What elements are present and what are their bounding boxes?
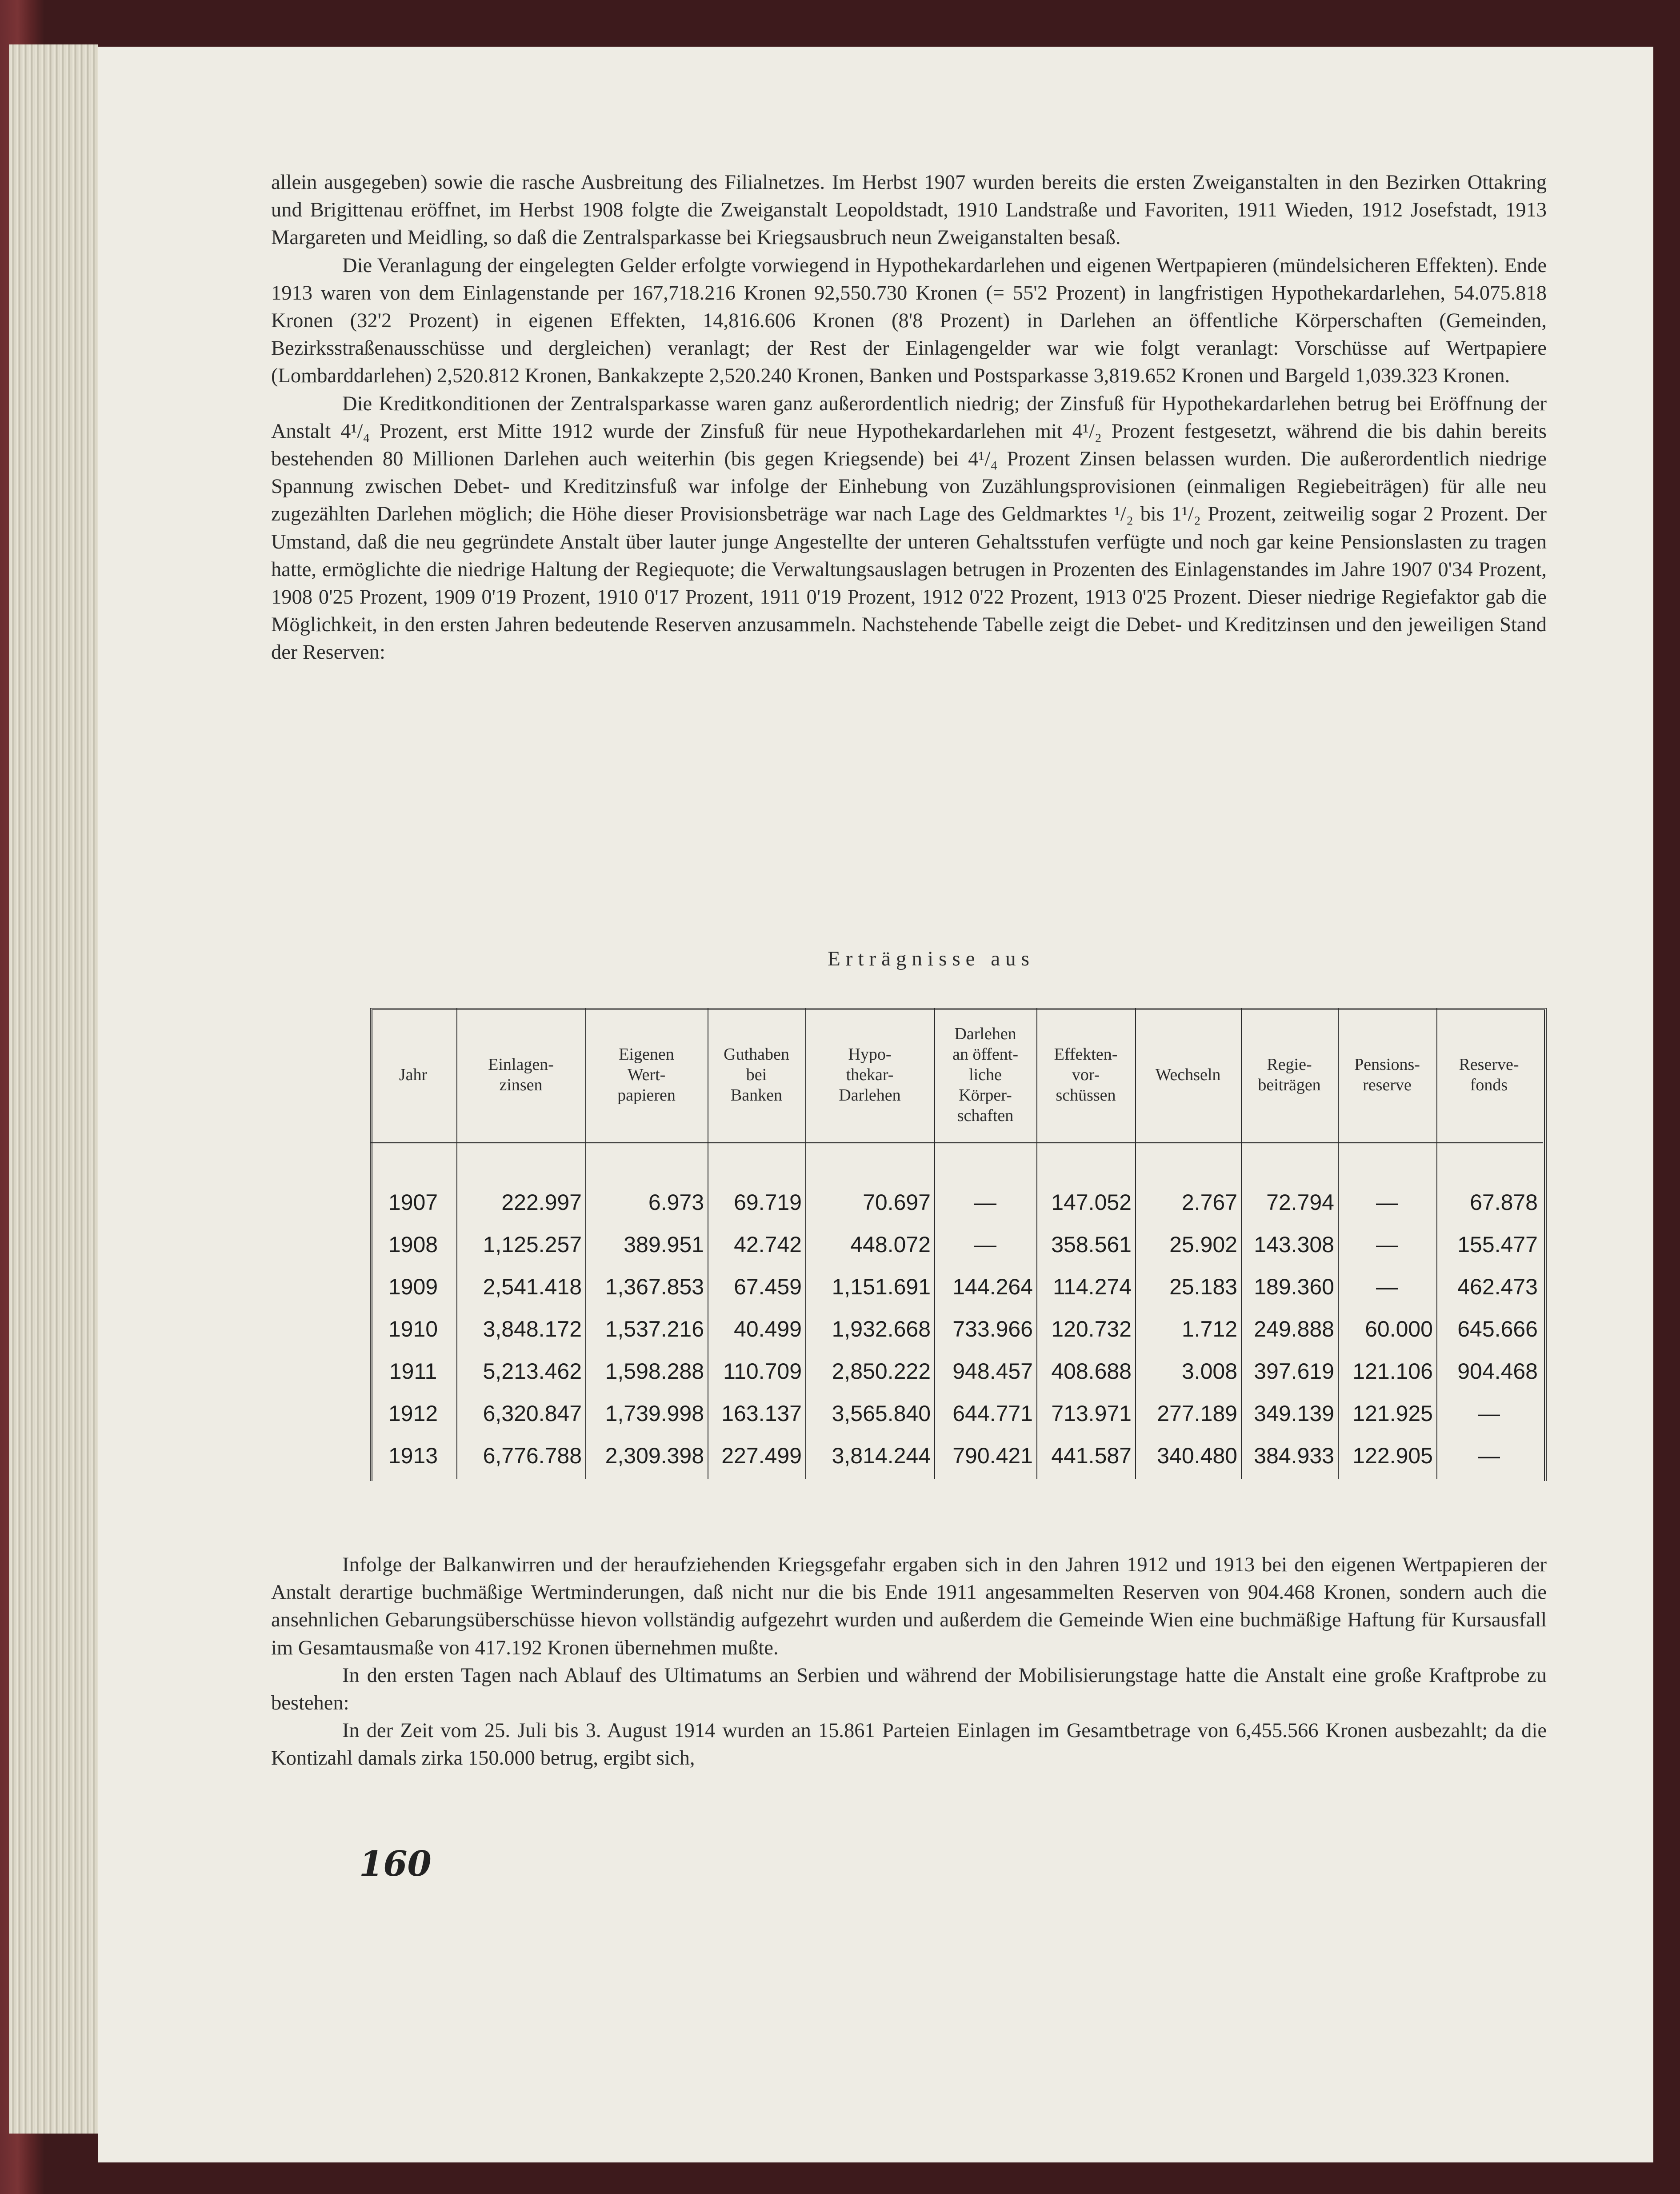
column-header	[1135, 1013, 1241, 1137]
value-cell: —	[1376, 1274, 1398, 1299]
column-header	[934, 1013, 1036, 1137]
value-cell: 72.794	[1266, 1190, 1334, 1215]
value-cell: 1,598.288	[605, 1359, 704, 1384]
year-cell: 1913	[388, 1443, 438, 1468]
year-cell: 1907	[388, 1190, 438, 1215]
value-cell: 1,125.257	[483, 1232, 582, 1257]
column-header-label: Jahr	[399, 1065, 428, 1084]
value-cell: 249.888	[1254, 1317, 1334, 1341]
value-cell: 408.688	[1051, 1359, 1132, 1384]
value-cell: —	[1376, 1232, 1398, 1257]
year-cell: 1911	[389, 1359, 437, 1384]
value-cell: 1,151.691	[832, 1274, 931, 1299]
column-header-label: Pensions- reserve	[1354, 1055, 1420, 1094]
year-cell: 1909	[388, 1274, 438, 1299]
value-cell: 25.183	[1169, 1274, 1237, 1299]
value-cell: 60.000	[1365, 1317, 1433, 1341]
value-cell: 2,850.222	[832, 1359, 931, 1384]
value-cell: 121.106	[1352, 1359, 1433, 1384]
value-cell: 110.709	[723, 1359, 802, 1384]
text-block-top	[271, 169, 1547, 667]
value-cell: 733.966	[952, 1317, 1033, 1341]
table-row	[370, 1266, 1543, 1308]
value-cell: 6,320.847	[483, 1401, 582, 1426]
column-header	[708, 1013, 805, 1137]
earnings-table	[370, 1008, 1543, 1479]
value-cell: 121.925	[1352, 1401, 1433, 1426]
value-cell: 340.480	[1157, 1443, 1237, 1468]
value-cell: 163.137	[721, 1401, 802, 1426]
value-cell: 227.499	[721, 1443, 802, 1468]
value-cell: 6.973	[648, 1190, 704, 1215]
value-cell: 644.771	[952, 1401, 1033, 1426]
value-cell: 645.666	[1457, 1317, 1538, 1341]
paragraph: Die Veranlagung der eingelegten Gelder erfolgte vorwiegend in Hypothekardarlehen und eigenen Wertpapieren (mündelsicheren Effekten). Ende 1913 waren von dem Einlagenstande per 167,718.216 Kronen 92,550.730 Kronen (= 55'2 Prozent) in langfristigen Hypothekardarlehen, 54.075.818 Kronen (32'2 Prozent) in eigenen Effekten, 14,816.606 Kronen (8'8 Prozent) in Darlehen an öffentliche Körperschaften (Gemeinden, Bezirksstraßenausschüsse und dergleichen) veranlagt; der Rest der Einlagengelder war wie folgt veranlagt: Vorschüsse auf Wertpapiere (Lombarddarlehen) 2,520.812 Kronen, Bankakzepte 2,520.240 Kronen, Banken und Postsparkasse 3,819.652 Kronen und Bargeld 1,039.323 Kronen.	[271, 254, 1547, 388]
value-cell: 384.933	[1254, 1443, 1334, 1468]
value-cell: 122.905	[1352, 1443, 1433, 1468]
table-row	[370, 1224, 1543, 1266]
value-cell: 3,848.172	[483, 1317, 582, 1341]
paragraph: In der Zeit vom 25. Juli bis 3. August 1914 wurden an 15.861 Parteien Einlagen im Gesamtbetrage von 6,455.566 Kronen ausbezahlt; da die Kontizahl damals zirka 150.000 betrug, ergibt sich,	[271, 1719, 1547, 1770]
column-header-label: Regie- beiträgen	[1258, 1055, 1321, 1094]
column-header-label: Darlehen an öffent- liche Körper- schaften	[952, 1025, 1019, 1125]
value-cell: 3.008	[1181, 1359, 1237, 1384]
table-title	[98, 947, 1653, 971]
value-cell: —	[1376, 1190, 1398, 1215]
value-cell: 222.997	[501, 1190, 582, 1215]
value-cell: 3,565.840	[832, 1401, 931, 1426]
value-cell: 3,814.244	[832, 1443, 931, 1468]
value-cell: 5,213.462	[483, 1359, 582, 1384]
value-cell: 397.619	[1254, 1359, 1334, 1384]
value-cell: 277.189	[1157, 1401, 1237, 1426]
value-cell: 120.732	[1051, 1317, 1132, 1341]
value-cell: 114.274	[1052, 1274, 1132, 1299]
column-header	[805, 1013, 934, 1137]
value-cell: 6,776.788	[483, 1443, 582, 1468]
value-cell: 790.421	[952, 1443, 1033, 1468]
value-cell: 358.561	[1051, 1232, 1132, 1257]
value-cell: 67.878	[1470, 1190, 1538, 1215]
paragraph: In den ersten Tagen nach Ablauf des Ultimatums an Serbien und während der Mobilisierungstage hatte die Anstalt eine große Kraftprobe zu bestehen:	[271, 1664, 1547, 1715]
column-header	[456, 1013, 585, 1137]
value-cell: 2,541.418	[483, 1274, 582, 1299]
table-row	[370, 1181, 1543, 1224]
column-header	[1241, 1013, 1338, 1137]
column-header	[1436, 1013, 1541, 1137]
value-cell: 25.902	[1169, 1232, 1237, 1257]
table-row	[370, 1435, 1543, 1477]
value-cell: 1,537.216	[605, 1317, 704, 1341]
value-cell: 144.264	[952, 1274, 1033, 1299]
value-cell: 948.457	[952, 1359, 1033, 1384]
value-cell: —	[1478, 1401, 1500, 1426]
value-cell: —	[1478, 1443, 1500, 1468]
value-cell: 70.697	[863, 1190, 931, 1215]
column-header	[1338, 1013, 1436, 1137]
table-title-text: Erträgnisse aus	[828, 947, 1035, 970]
value-cell: 147.052	[1051, 1190, 1132, 1215]
table-row	[370, 1350, 1543, 1393]
year-cell: 1908	[388, 1232, 438, 1257]
header-separator	[370, 1142, 1543, 1144]
value-cell: 69.719	[734, 1190, 802, 1215]
value-cell: 67.459	[734, 1274, 802, 1299]
paragraph: Die Kreditkonditionen der Zentralsparkasse waren ganz außerordentlich niedrig; der Zinsfuß für Hypothekardarlehen betrug bei Eröffnung der Anstalt 4¹/₄ Prozent, erst Mitte 1912 wurde der Zinsfuß für neue Hypothekardarlehen mit 4¹/₂ Prozent festgesetzt, während die bis dahin bereits bestehenden 80 Millionen Darlehen auch weiterhin (bis gegen Kriegsende) bei 4¹/₄ Prozent Zinsen belassen wurden. Die außerordentlich niedrige Spannung zwischen Debet- und Kreditzinsfuß war infolge der Einhebung von Zuzählungsprovisionen (einmaligen Regiebeiträgen) für alle neu zugezählten Darlehen möglich; die Höhe dieser Provisionsbeträge war nach Lage des Geldmarktes ¹/₂ bis 1¹/₂ Prozent, zeitweilig sogar 2 Prozent. Der Umstand, daß die neu gegründete Anstalt über lauter junge Angestellte der unteren Gehaltsstufen verfügte und noch gar keine Pensionslasten zu tragen hatte, ermöglichte die niedrige Haltung der Regiequote; die Verwaltungsauslagen betrugen in Prozenten des Einlagenstandes im Jahre 1907 0'34 Prozent, 1908 0'25 Prozent, 1909 0'19 Prozent, 1910 0'17 Prozent, 1911 0'19 Prozent, 1912 0'22 Prozent, 1913 0'25 Prozent. Dieser niedrige Regiefaktor gab die Möglichkeit, in den ersten Jahren bedeutende Reserven anzusammeln. Nachstehende Tabelle zeigt die Debet- und Kreditzinsen und den jeweiligen Stand der Reserven:	[271, 392, 1547, 664]
column-header-label: Wechseln	[1155, 1065, 1221, 1084]
column-header-label: Guthaben bei Banken	[724, 1045, 789, 1105]
column-header-label: Einlagen- zinsen	[488, 1055, 554, 1094]
value-cell: 1,739.998	[605, 1401, 704, 1426]
value-cell: 189.360	[1254, 1274, 1334, 1299]
value-cell: —	[974, 1190, 996, 1215]
value-cell: 1,367.853	[605, 1274, 704, 1299]
column-header-label: Effekten- vor- schüssen	[1054, 1045, 1118, 1105]
text-block-bottom	[271, 1551, 1547, 1773]
value-cell: 389.951	[624, 1232, 704, 1257]
year-cell: 1912	[388, 1401, 438, 1426]
paragraph: allein ausgegeben) sowie die rasche Ausbreitung des Filialnetzes. Im Herbst 1907 wurden bereits die ersten Zweiganstalten in den Bezirken Ottakring und Brigittenau eröffnet, im Herbst 1908 folgte die Zweiganstalt Leopoldstadt, 1910 Landstraße und Favoriten, 1911 Wieden, 1912 Josefstadt, 1913 Margareten und Meidling, so daß die Zentralsparkasse bei Kriegsausbruch neun Zweiganstalten besaß.	[271, 171, 1547, 249]
paragraph: Infolge der Balkanwirren und der heraufziehenden Kriegsgefahr ergaben sich in den Jahren 1912 und 1913 bei den eigenen Wertpapieren der Anstalt derartige buchmäßige Wertminderungen, daß nicht nur die bis Ende 1911 angesammelten Reserven von 904.468 Kronen, sondern auch die ansehnlichen Gebarungsüberschüsse hievon vollständig aufgezehrt wurden und außerdem die Gemeinde Wien eine buchmäßige Haftung für Kursausfall im Gesamtausmaße von 417.192 Kronen übernehmen mußte.	[271, 1553, 1547, 1659]
value-cell: 143.308	[1254, 1232, 1334, 1257]
value-cell: —	[974, 1232, 996, 1257]
value-cell: 155.477	[1457, 1232, 1538, 1257]
column-header-label: Eigenen Wert- papieren	[617, 1045, 676, 1105]
value-cell: 42.742	[734, 1232, 802, 1257]
value-cell: 1.712	[1181, 1317, 1237, 1341]
value-cell: 349.139	[1254, 1401, 1334, 1426]
value-cell: 448.072	[850, 1232, 931, 1257]
column-header	[585, 1013, 708, 1137]
column-header-label: Reserve- fonds	[1459, 1055, 1519, 1094]
column-header	[370, 1013, 456, 1137]
table-row	[370, 1393, 1543, 1435]
value-cell: 441.587	[1051, 1443, 1132, 1468]
value-cell: 462.473	[1457, 1274, 1538, 1299]
value-cell: 904.468	[1457, 1359, 1538, 1384]
value-cell: 2,309.398	[605, 1443, 704, 1468]
value-cell: 1,932.668	[832, 1317, 931, 1341]
value-cell: 713.971	[1051, 1401, 1132, 1426]
page-stack-edge	[9, 44, 98, 2134]
value-cell: 40.499	[734, 1317, 802, 1341]
column-header-label: Hypo- thekar- Darlehen	[839, 1045, 901, 1105]
page-number: 160	[359, 1844, 432, 1884]
value-cell: 2.767	[1181, 1190, 1237, 1215]
column-header	[1036, 1013, 1135, 1137]
table-row	[370, 1308, 1543, 1350]
year-cell: 1910	[388, 1317, 438, 1341]
